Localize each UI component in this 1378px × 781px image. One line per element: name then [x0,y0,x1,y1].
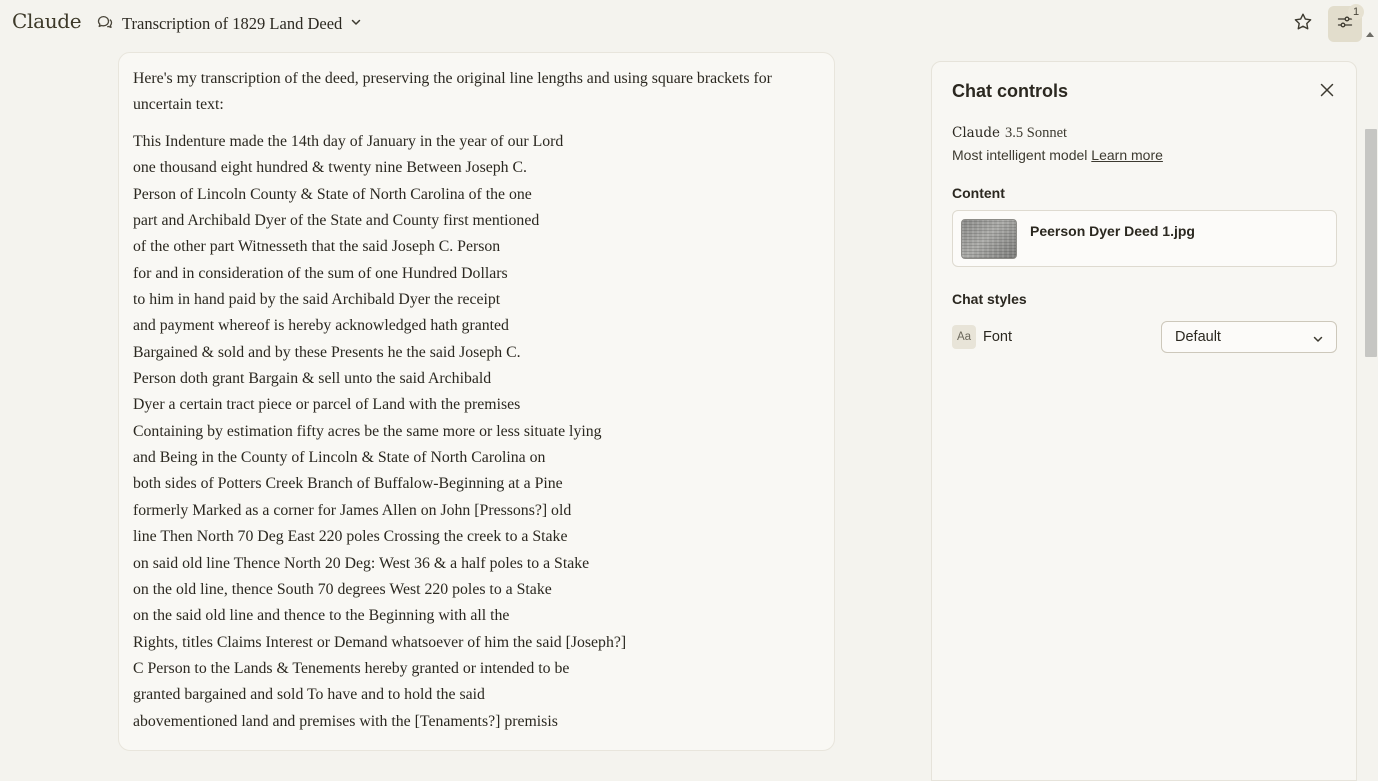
model-description-text: Most intelligent model [952,147,1088,163]
claude-logo[interactable]: Claude [12,9,82,33]
deed-line: and Being in the County of Lincoln & State of North Carolina on [133,449,546,467]
file-thumbnail [961,219,1017,259]
deed-line: line Then North 70 Deg East 220 poles Crossing the creek to a Stake [133,528,568,546]
deed-line: both sides of Potters Creek Branch of Buffalow-Beginning at a Pine [133,475,563,493]
star-button[interactable] [1286,7,1320,41]
close-panel-button[interactable] [1314,79,1340,105]
deed-line: C Person to the Lands & Tenements hereby granted or intended to be [133,659,570,677]
panel-title: Chat controls [952,81,1069,101]
font-select[interactable] [1161,321,1337,353]
font-label: Font [983,329,1013,345]
model-description [952,147,1163,163]
star-icon [1293,12,1313,37]
conversation-title: Transcription of 1829 Land Deed [122,14,343,33]
deed-line: Containing by estimation fifty acres be the same more or less situate lying [133,422,602,440]
model-name: Claude [952,125,1001,141]
deed-line: one thousand eight hundred & twenty nine Between Joseph C. [133,159,527,177]
deed-transcription [133,129,823,735]
content-section-label: Content [952,185,1005,201]
top-bar [0,0,1378,48]
deed-line: on said old line Thence North 20 Deg: West 36 & a half poles to a Stake [133,554,590,572]
deed-line: on the said old line and thence to the Beginning with all the [133,607,510,625]
file-name: Peerson Dyer Deed 1.jpg [1030,223,1195,239]
font-setting-row [952,320,1338,352]
font-select-value: Default [1175,329,1221,345]
attached-file-card[interactable] [952,210,1337,267]
deed-line: formerly Marked as a corner for James Allen on John [Pressons?] old [133,501,572,519]
deed-line: Bargained & sold and by these Presents he the said Joseph C. [133,343,521,361]
scrollbar-thumb[interactable] [1365,129,1377,357]
chevron-down-icon [1312,332,1324,350]
font-aa-icon: Aa [952,325,976,349]
deed-line: on the old line, thence South 70 degrees West 220 poles to a Stake [133,580,552,598]
model-version: 3.5 Sonnet [1005,125,1068,141]
deed-line: Person doth grant Bargain & sell unto the said Archibald [133,370,492,388]
deed-line: and payment whereof is hereby acknowledged hath granted [133,317,509,335]
deed-line: to him in hand paid by the said Archibald Dyer the receipt [133,291,501,309]
message-intro: Here's my transcription of the deed, preserving the original line lengths and using square brackets for uncertain text: [133,70,772,113]
deed-line: part and Archibald Dyer of the State and County first mentioned [133,212,540,230]
deed-line: granted bargained and sold To have and to hold the said [133,686,485,704]
model-info [952,125,1067,142]
chat-styles-section-label: Chat styles [952,291,1027,307]
chat-controls-panel [931,61,1357,781]
close-icon [1319,82,1335,103]
learn-more-link[interactable]: Learn more [1091,147,1163,163]
deed-line: abovementioned land and premises with the [Tenaments?] premisis [133,712,558,730]
deed-line: of the other part Witnesseth that the said Joseph C. Person [133,238,501,256]
deed-line: Rights, titles Claims Interest or Demand whatsoever of him the said [Joseph?] [133,633,627,651]
deed-line: This Indenture made the 14th day of January in the year of our Lord [133,133,564,150]
deed-line: Dyer a certain tract piece or parcel of Land with the premises [133,396,521,414]
assistant-message [118,52,835,751]
controls-count-badge: 1 [1348,4,1364,20]
deed-line: Person of Lincoln County & State of North Carolina of the one [133,185,532,203]
conversation-title-dropdown[interactable] [96,12,362,36]
chevron-down-icon [350,15,362,33]
chat-bubbles-icon [96,13,114,36]
deed-line: for and in consideration of the sum of one Hundred Dollars [133,264,508,282]
scroll-up-arrow-icon[interactable] [1366,32,1374,37]
